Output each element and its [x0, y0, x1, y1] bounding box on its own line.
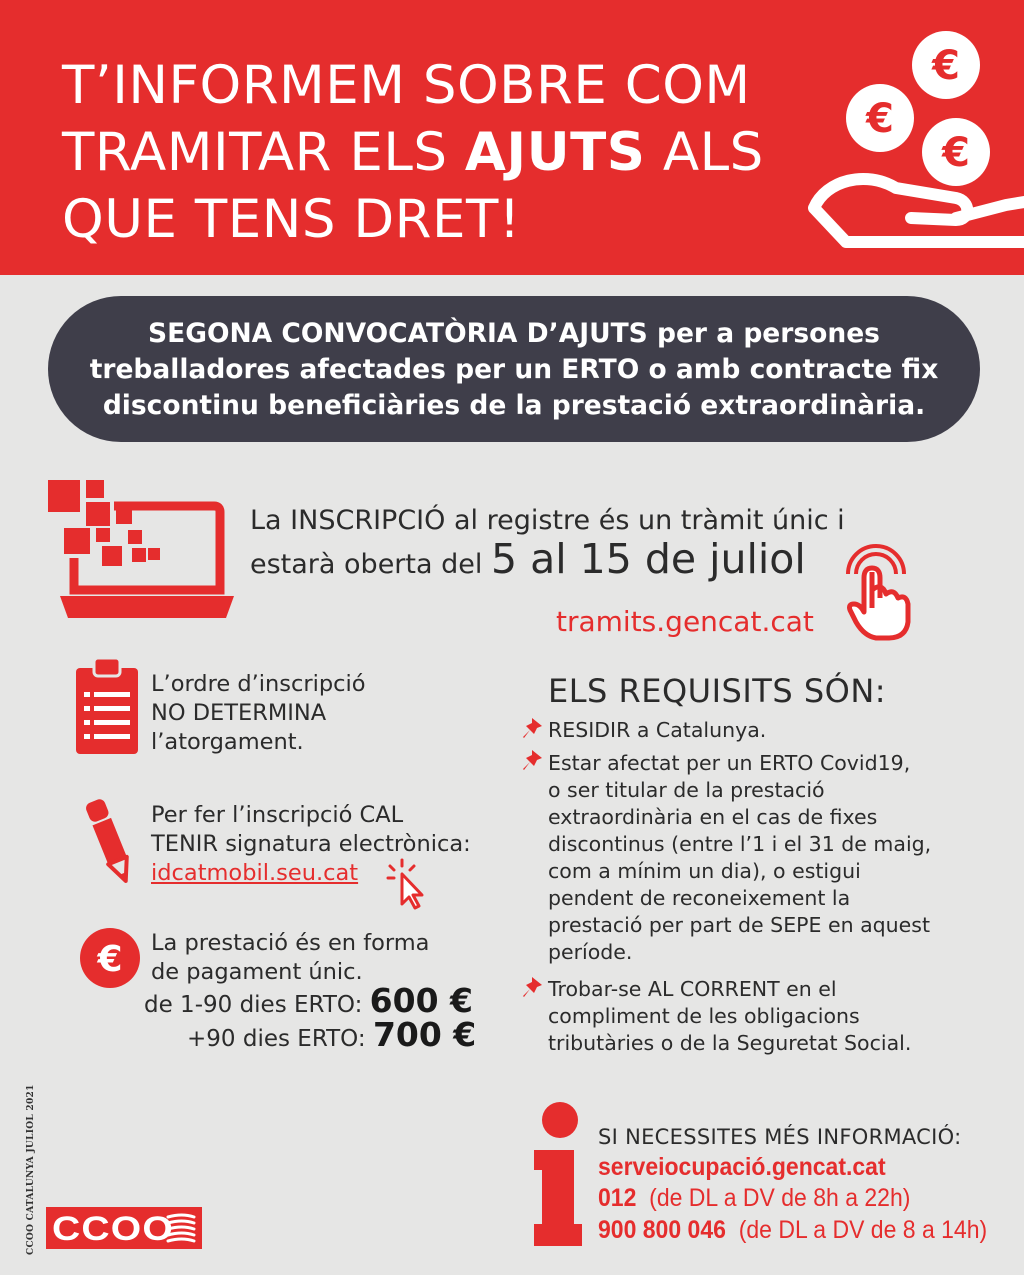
banner-line-3: discontinu beneficiàries de la prestació extraordinària.: [102, 390, 926, 421]
requirement-3: [548, 976, 988, 1057]
title-line-2-bold: AJUTS: [464, 122, 646, 183]
title-line-2: [62, 119, 862, 186]
requirement-2-line: o ser titular de la prestació: [548, 778, 825, 802]
hand-coins-icon: [806, 20, 1024, 260]
pen-icon: [82, 796, 138, 888]
euro-icon: [80, 928, 140, 988]
requirement-1-line: RESIDIR a Catalunya.: [548, 718, 767, 742]
laptop-icon: [44, 478, 240, 624]
pushpin-icon: [522, 975, 546, 999]
inscription-line-1: La INSCRIPCIÓ al registre és un tràmit únic i: [250, 505, 845, 536]
requirement-2: [548, 750, 988, 966]
inscription-dates: 5 al 15 de juliol: [490, 535, 806, 583]
requirement-2-line: pendent de reconeixement la: [548, 886, 851, 910]
svg-text:€: €: [866, 96, 894, 142]
vertical-credit: CCOO CATALUNYA JULIOL 2021: [26, 1084, 36, 1255]
order-line-3: l’atorgament.: [151, 729, 304, 755]
svg-text:€: €: [97, 939, 123, 980]
requirement-3-line: compliment de les obligacions: [548, 1004, 860, 1028]
page-title: [62, 52, 862, 253]
ccoo-logo-text: CCOO: [52, 1210, 174, 1248]
cursor-click-icon: [386, 858, 428, 910]
requirement-2-line: prestació per part de SEPE en aquest: [548, 913, 930, 937]
title-line-2-post: ALS: [645, 122, 764, 183]
signature-line-2: TENIR signatura electrònica:: [151, 831, 471, 857]
requirement-3-line: Trobar-se AL CORRENT en el: [548, 977, 837, 1001]
banner-line-2: treballadores afectades per un ERTO o amb contracte fix: [89, 354, 939, 385]
order-line-2: NO DETERMINA: [151, 700, 327, 726]
requirement-2-line: discontinus (entre l’1 i el 31 de maig,: [548, 832, 932, 856]
inscription-line-2-pre: estarà oberta del: [250, 549, 491, 580]
title-line-2-pre: TRAMITAR ELS: [62, 122, 465, 183]
info-site-link[interactable]: serveiocupació.gencat.cat: [598, 1153, 886, 1181]
tramits-link[interactable]: tramits.gencat.cat: [556, 605, 814, 638]
info-phone-1[interactable]: 012: [598, 1184, 637, 1212]
ccoo-logo: [46, 1207, 202, 1249]
payment-tier-2: [187, 1015, 476, 1054]
info-phone-2-hours: (de DL a DV de 8 a 14h): [738, 1216, 988, 1244]
info-phone-1-hours: (de DL a DV de 8h a 22h): [649, 1184, 911, 1212]
svg-text:€: €: [932, 43, 960, 89]
order-note: [151, 670, 366, 757]
requirement-2-line: com a mínim un dia), o estigui: [548, 859, 861, 883]
order-line-1: L’ordre d’inscripció: [151, 671, 366, 697]
requirement-2-line: extraordinària en el cas de fixes: [548, 805, 878, 829]
pushpin-icon: [522, 716, 546, 740]
payment-note: [151, 929, 429, 987]
pushpin-icon: [522, 748, 546, 772]
touch-hand-icon: [842, 538, 914, 642]
banner-line-1-rest: per a persones: [647, 318, 880, 349]
idcat-link[interactable]: idcatmobil.seu.cat: [151, 860, 359, 886]
clipboard-icon: [74, 656, 140, 756]
tier-2-amount: 700 €: [372, 1015, 477, 1054]
ccoo-stripes-icon: [164, 1211, 198, 1245]
requirement-1: [548, 717, 988, 744]
payment-line-2: de pagament únic.: [151, 959, 363, 985]
title-line-3: QUE TENS DRET!: [62, 189, 521, 250]
info-title: SI NECESSITES MÉS INFORMACIÓ:: [598, 1125, 962, 1149]
requirements-title: ELS REQUISITS SÓN:: [548, 672, 887, 710]
info-site-line: [598, 1153, 886, 1182]
tier-2-label: +90 dies ERTO:: [187, 1026, 366, 1052]
payment-line-1: La prestació és en forma: [151, 930, 430, 956]
banner-bold-lead: SEGONA CONVOCATÒRIA D’AJUTS: [148, 318, 648, 349]
info-phone-2-line: [598, 1216, 987, 1245]
convocation-banner: [48, 296, 980, 442]
requirement-3-line: tributàries o de la Seguretat Social.: [548, 1031, 912, 1055]
tier-1-label: de 1-90 dies ERTO:: [144, 992, 363, 1018]
requirement-2-line: Estar afectat per un ERTO Covid19,: [548, 751, 911, 775]
info-phone-2[interactable]: 900 800 046: [598, 1216, 726, 1244]
title-line-1: T’INFORMEM SOBRE COM: [62, 55, 751, 116]
signature-line-1: Per fer l’inscripció CAL: [151, 802, 404, 828]
inscription-line-2: [250, 535, 806, 583]
requirement-2-line: període.: [548, 940, 633, 964]
info-phone-1-line: [598, 1184, 910, 1213]
info-icon: [530, 1100, 582, 1246]
svg-text:€: €: [942, 130, 970, 176]
banner-line-1: [48, 316, 980, 352]
tier-1-amount: 600 €: [369, 981, 473, 1020]
